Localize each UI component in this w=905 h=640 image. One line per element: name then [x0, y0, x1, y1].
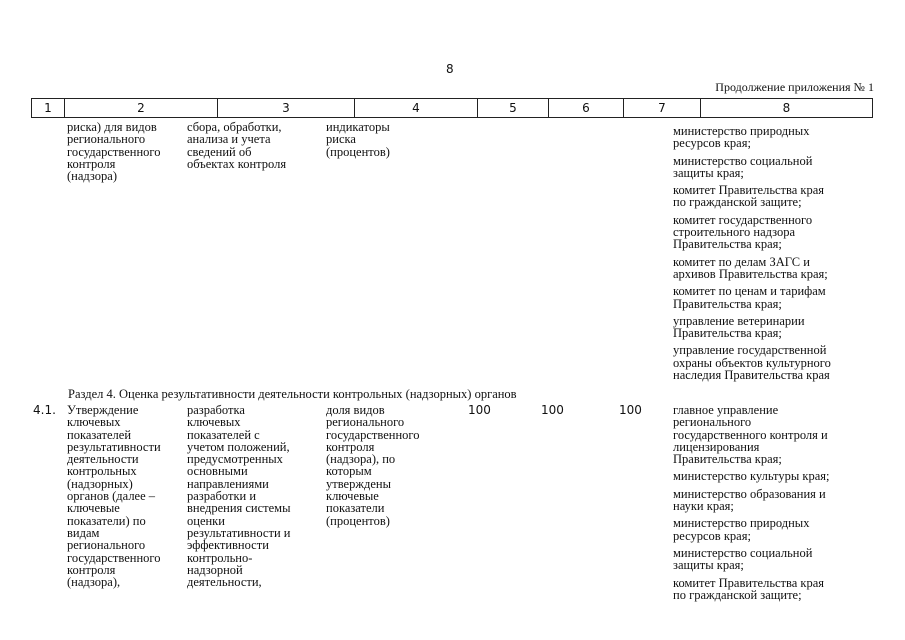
- text-line: ключевые: [67, 501, 120, 516]
- text-line: анализа и учета: [187, 132, 271, 147]
- text-line: комитет по ценам и тарифам: [673, 284, 826, 299]
- continued-col2-text: [67, 121, 160, 182]
- text-line: показателей: [67, 427, 132, 442]
- text-line: разработки и: [187, 489, 257, 504]
- list-item: [673, 125, 831, 150]
- list-item: [673, 184, 831, 209]
- text-line: Правительства края;: [673, 326, 782, 341]
- text-line: сбора, обработки,: [187, 120, 282, 134]
- text-line: показателей с: [187, 427, 260, 442]
- header-col-1: 1: [44, 101, 52, 115]
- list-item: [673, 256, 831, 281]
- text-line: оценки: [187, 513, 225, 528]
- list-item: [673, 547, 829, 572]
- text-line: доля видов: [326, 403, 385, 417]
- text-line: министерство культуры края;: [673, 469, 830, 484]
- text-line: управление ветеринарии: [673, 313, 805, 328]
- text-line: по гражданской защите;: [673, 195, 802, 210]
- text-line: министерство социальной: [673, 153, 813, 168]
- list-item: [673, 315, 831, 340]
- list-item: [673, 517, 829, 542]
- list-item: [673, 404, 829, 465]
- row-4-1-col5-value: 100: [468, 403, 491, 417]
- text-line: архивов Правительства края;: [673, 266, 828, 281]
- text-line: Правительства края;: [673, 296, 782, 311]
- text-line: Правительства края;: [673, 237, 782, 252]
- header-col-5: 5: [477, 99, 548, 117]
- list-item: [673, 488, 829, 513]
- list-item: [673, 344, 831, 381]
- text-line: результативности и: [187, 525, 291, 540]
- header-col-8: 8: [700, 99, 872, 117]
- text-line: которым: [326, 464, 372, 479]
- text-line: науки края;: [673, 499, 734, 514]
- text-line: показатели: [326, 501, 385, 516]
- text-line: внедрения системы: [187, 501, 291, 516]
- continued-col3-text: [187, 121, 286, 170]
- text-line: (надзорных): [67, 476, 133, 491]
- header-col-7: 7: [623, 99, 700, 117]
- text-line: учетом положений,: [187, 439, 290, 454]
- text-line: министерство образования и: [673, 486, 826, 501]
- row-4-1-col3-text: [187, 404, 291, 588]
- header-col-2: 2: [64, 99, 217, 117]
- text-line: деятельности,: [187, 575, 262, 590]
- text-line: индикаторы: [326, 120, 390, 134]
- text-line: сведений об: [187, 144, 252, 159]
- table-header-row: [31, 98, 873, 118]
- text-line: управление государственной: [673, 343, 827, 358]
- text-line: (надзора), по: [326, 452, 396, 467]
- text-line: объектах контроля: [187, 156, 287, 171]
- text-line: ключевых: [67, 415, 121, 430]
- text-line: защиты края;: [673, 165, 744, 180]
- text-line: контроля: [67, 156, 116, 171]
- row-4-1-col2-text: [67, 404, 161, 588]
- text-line: показатели) по: [67, 513, 146, 528]
- text-line: министерство природных: [673, 516, 810, 531]
- row-4-1-col4-text: [326, 404, 419, 527]
- list-item: [673, 470, 829, 482]
- text-line: (процентов): [326, 144, 390, 159]
- text-line: (процентов): [326, 513, 390, 528]
- text-line: регионального: [67, 538, 146, 553]
- text-line: деятельности: [67, 452, 139, 467]
- text-line: риска: [326, 132, 356, 147]
- text-line: главное управление: [673, 403, 779, 417]
- text-line: контроля: [67, 562, 116, 577]
- text-line: наследия Правительства края: [673, 368, 830, 383]
- text-line: контрольно-: [187, 550, 253, 565]
- text-line: по гражданской защите;: [673, 587, 802, 602]
- text-line: утверждены: [326, 476, 391, 491]
- row-4-1-col6-value: 100: [541, 403, 564, 417]
- text-line: Правительства края;: [673, 452, 782, 467]
- text-line: министерство природных: [673, 124, 810, 138]
- text-line: защиты края;: [673, 558, 744, 573]
- text-line: видам: [67, 525, 100, 540]
- text-line: органов (далее –: [67, 489, 156, 504]
- text-line: регионального: [326, 415, 405, 430]
- text-line: строительного надзора: [673, 225, 796, 240]
- continuation-label: Продолжение приложения № 1: [715, 80, 874, 94]
- text-line: контрольных: [67, 464, 137, 479]
- continued-col4-text: [326, 121, 390, 158]
- list-item: [673, 285, 831, 310]
- list-item: [673, 155, 831, 180]
- row-4-1-col7-value: 100: [619, 403, 642, 417]
- text-line: государственного контроля и: [673, 427, 828, 442]
- header-col-3: 3: [217, 99, 354, 117]
- page-number: 8: [446, 62, 454, 76]
- text-line: регионального: [67, 132, 146, 147]
- list-item: [673, 577, 829, 602]
- text-line: направлениями: [187, 476, 269, 491]
- continued-col8-list: [673, 125, 831, 386]
- text-line: Утверждение: [67, 403, 139, 417]
- text-line: предусмотренных: [187, 452, 283, 467]
- text-line: контроля: [326, 439, 375, 454]
- text-line: разработка: [187, 403, 245, 417]
- text-line: (надзора): [67, 169, 117, 184]
- text-line: комитет Правительства края: [673, 575, 825, 590]
- text-line: государственного: [67, 550, 161, 565]
- text-line: государственного: [326, 427, 420, 442]
- text-line: эффективности: [187, 538, 269, 553]
- text-line: ресурсов края;: [673, 136, 751, 151]
- text-line: основными: [187, 464, 248, 479]
- text-line: регионального: [673, 415, 752, 430]
- text-line: лицензирования: [673, 439, 760, 454]
- text-line: комитет по делам ЗАГС и: [673, 254, 810, 269]
- text-line: результативности: [67, 439, 161, 454]
- list-item: [673, 214, 831, 251]
- text-line: государственного: [67, 144, 161, 159]
- text-line: комитет государственного: [673, 212, 813, 227]
- section-heading: Раздел 4. Оценка результативности деятельности контрольных (надзорных) органов: [68, 387, 517, 401]
- text-line: комитет Правительства края: [673, 183, 825, 198]
- text-line: ключевые: [326, 489, 379, 504]
- header-col-6: 6: [548, 99, 623, 117]
- text-line: министерство социальной: [673, 545, 813, 560]
- header-col-4: 4: [354, 99, 477, 117]
- text-line: надзорной: [187, 562, 243, 577]
- text-line: (надзора),: [67, 575, 121, 590]
- text-line: риска) для видов: [67, 120, 157, 134]
- text-line: ключевых: [187, 415, 241, 430]
- row-4-1-col8-list: [673, 404, 829, 606]
- row-number: 4.1.: [33, 403, 56, 417]
- text-line: ресурсов края;: [673, 528, 751, 543]
- text-line: охраны объектов культурного: [673, 355, 831, 370]
